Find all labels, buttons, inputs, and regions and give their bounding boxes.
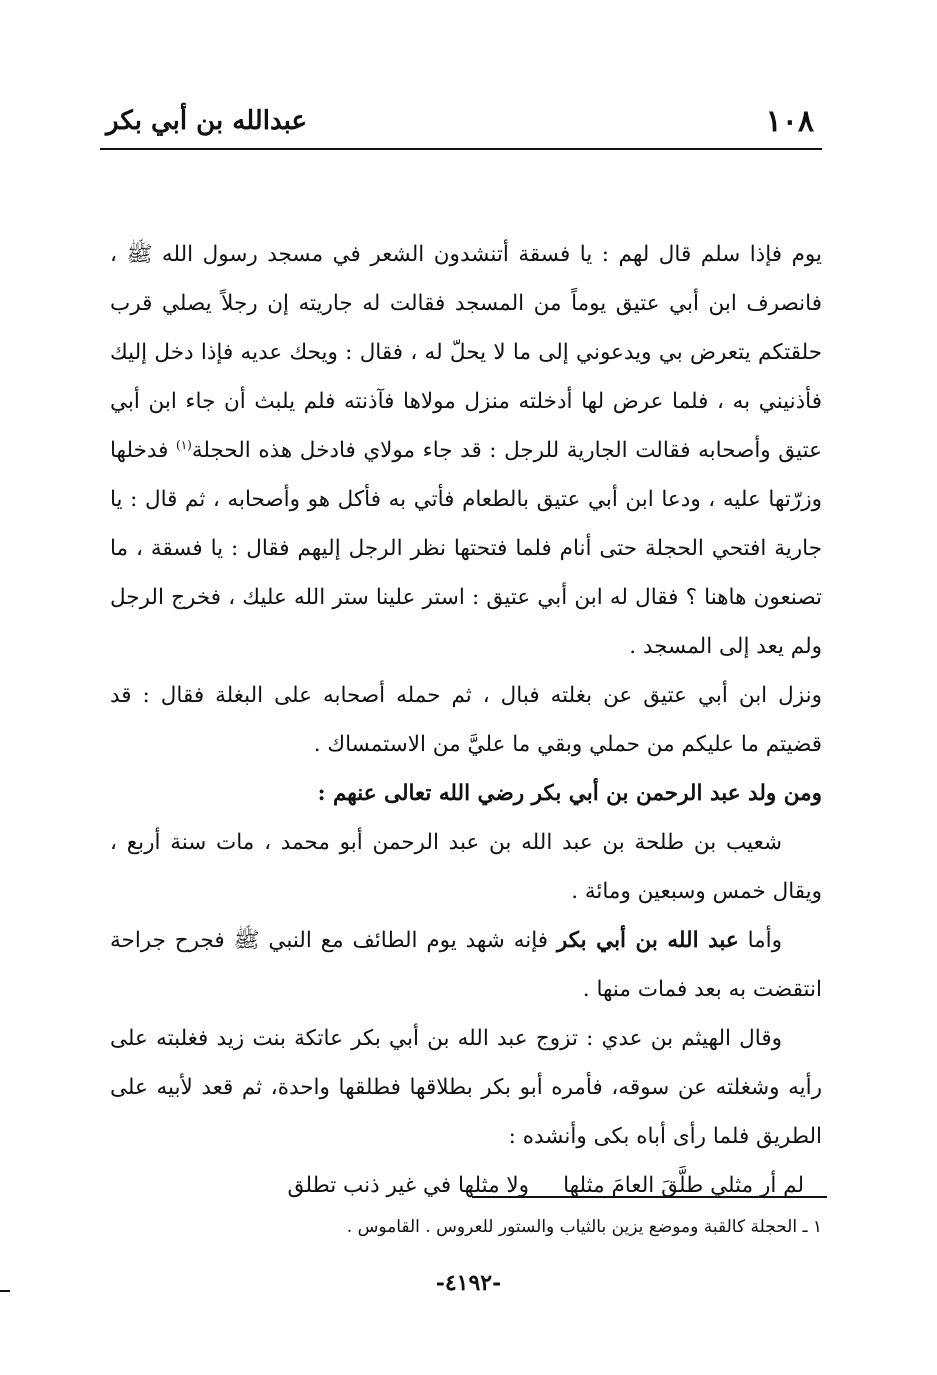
footnote: ١ ـ الحجلة كالقبة وموضع يزين بالثياب والستور للعروس . القاموس . — [346, 1217, 822, 1237]
paragraph-4-lead: وأما — [738, 928, 782, 953]
verse-first-hemistich: لم أر مثلي طلَّقَ العامَ مثلها — [563, 1173, 804, 1198]
section-heading: ومن ولد عبد الرحمن بن أبي بكر رضي الله تعالى عنهم : — [317, 781, 822, 806]
paragraph-1-continued: فدخلها وزرّتها عليه ، ودعا ابن أبي عتيق بالطعام فأتي به فأكل هو وأصحابه ، ثم قال : يا جارية افتحي الحجلة حتى أنام فلما فتحتها نظر الرجل إليهم فقال : يا فسقة ، ما تصنعون هاهنا ؟ فقال له ابن أبي عتيق : استر علينا ستر الله عليك ، فخرج الرجل ولم يعد إلى المسجد . — [110, 438, 822, 659]
scan-edge-mark — [0, 1290, 10, 1292]
page-number: ١٠٨ — [765, 104, 814, 139]
paragraph-4 — [110, 916, 822, 1014]
running-title: عبدالله بن أبي بكر — [106, 106, 307, 136]
paragraph-5: وقال الهيثم بن عدي : تزوج عبد الله بن أبي بكر عاتكة بنت زيد فغلبته على رأيه وشغلته عن سوقه، فأمره أبو بكر بطلاقها فطلقها واحدة، ثم قعد لأبيه على الطريق فلما رأى أباه بكى وأنشده : — [110, 1026, 822, 1149]
paragraph-4-name: عبد الله بن أبي بكر — [556, 928, 739, 953]
paragraph-1 — [110, 230, 822, 671]
footnote-marker: (١) — [176, 437, 192, 452]
paragraph-4-rest: فإنه شهد يوم الطائف مع النبي ﷺ فجرح جراحة انتقضت به بعد فمات منها . — [110, 928, 822, 1002]
main-text — [110, 230, 822, 1210]
paragraph-1-text: يوم فإذا سلم قال لهم : يا فسقة أتنشدون الشعر في مسجد رسول الله ﷺ ، فانصرف ابن أبي عتيق يوماً من المسجد فقالت له جاريته إن رجلاً يصلي قرب حلقتكم يتعرض بي ويدعوني إلى ما لا يحلّ له ، فقال : ويحك عديه فإذا دخل إليك فأذنيني به ، فلما عرض لها أدخلته منزل مولاها فآذنته فلم يلبث أن جاء ابن أبي عتيق وأصحابه فقالت الجارية للرجل : قد جاء مولاي فادخل هذه الحجلة — [110, 242, 822, 463]
verse-second-hemistich: ولا مثلها في غير ذنب تطلق — [287, 1173, 530, 1198]
paragraph-3: شعيب بن طلحة بن عبد الله بن عبد الرحمن أبو محمد ، مات سنة أربع ، ويقال خمس وسبعين ومائة . — [110, 830, 822, 904]
verse-line — [110, 1161, 822, 1210]
page-header — [100, 100, 822, 150]
folio-number: -٤١٩٢- — [435, 1270, 502, 1296]
paragraph-2: ونزل ابن أبي عتيق عن بغلته فبال ، ثم حمله أصحابه على البغلة فقال : قد قضيتم ما عليكم من حملي وبقي ما عليَّ من الاستمساك . — [110, 683, 822, 757]
footnote-rule — [472, 1196, 827, 1198]
